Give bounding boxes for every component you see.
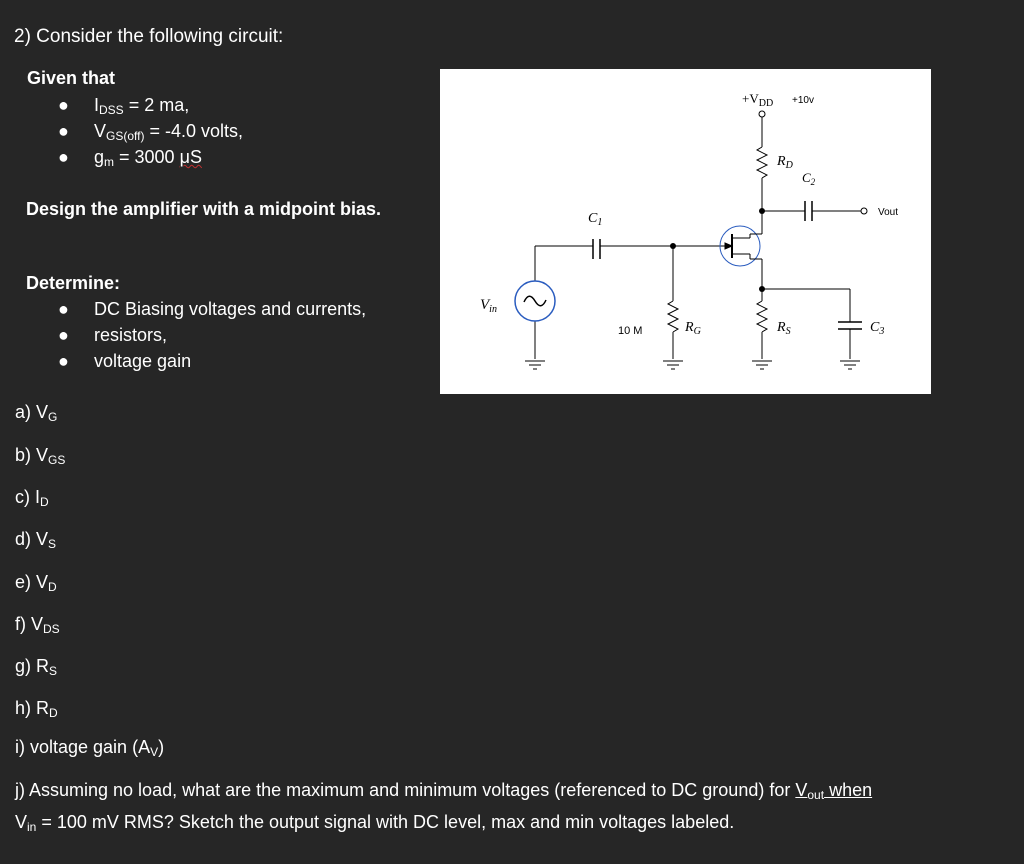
bullet-icon: ● xyxy=(58,95,69,115)
question-title: 2) Consider the following circuit: xyxy=(14,26,284,47)
rs-label: $R_S$ xyxy=(777,320,791,337)
given-vgsoff: ● $V_{GS(off)} = -4.0$ volts, xyxy=(58,121,244,143)
bullet-icon: ● xyxy=(58,147,69,167)
part-c: c) $I_D$ xyxy=(15,487,49,509)
vout-label: Vout xyxy=(878,207,899,218)
part-f: f) $V_{DS}$ xyxy=(15,614,60,636)
bullet-icon: ● xyxy=(58,299,69,319)
bullet-icon: ● xyxy=(58,325,69,345)
determine-heading: Determine: xyxy=(26,273,121,293)
rg-label: $R_G$ xyxy=(685,320,701,337)
c1-label: $C_1$ xyxy=(588,211,603,228)
bullet-icon: ● xyxy=(58,121,69,141)
given-heading: Given that xyxy=(27,68,116,88)
part-e: e) $V_D$ xyxy=(15,572,57,594)
part-d: d) $V_S$ xyxy=(15,529,57,551)
bullet-icon: ● xyxy=(58,351,69,371)
determine-item: ● voltage gain xyxy=(58,351,192,371)
determine-item: ● resistors, xyxy=(58,325,168,345)
part-h: h) $R_D$ xyxy=(15,698,58,720)
c2-label: $C_2$ xyxy=(802,170,816,187)
vdd-label: $+V_{DD}$ xyxy=(742,91,774,109)
vin-label: $V_{in}$ xyxy=(480,297,497,315)
part-j xyxy=(15,777,872,841)
design-instruction: Design the amplifier with a midpoint bias. xyxy=(26,199,382,219)
vdd-value: +10v xyxy=(792,95,814,106)
part-g: g) $R_S$ xyxy=(15,656,58,678)
part-j-line1: j) Assuming no load, what are the maximum and minimum voltages (referenced to DC ground) for $V_{out}$ when xyxy=(15,780,873,802)
given-idss: ● $I_{DSS} = 2$ ma, xyxy=(58,95,190,117)
c3-label: $C_3$ xyxy=(870,320,885,337)
circuit-diagram xyxy=(440,69,931,394)
r10m-label: 10 M xyxy=(618,325,643,337)
rd-label: $R_D$ xyxy=(777,154,793,171)
part-a: a) $V_G$ xyxy=(15,402,58,424)
part-i: i) voltage gain $(A_V)$ xyxy=(15,737,165,759)
part-j-line2: $V_{in} = 100$ mV RMS? Sketch the output signal with DC level, max and min voltages labeled. xyxy=(15,812,735,834)
vin-rms: rms xyxy=(473,352,502,371)
determine-item: ● DC Biasing voltages and currents, xyxy=(58,299,367,319)
vin-amplitude: =100mv xyxy=(452,331,513,350)
given-gm: ● $g_m = 3000$ μS xyxy=(58,147,202,169)
part-b: b) $V_{GS}$ xyxy=(15,445,66,467)
